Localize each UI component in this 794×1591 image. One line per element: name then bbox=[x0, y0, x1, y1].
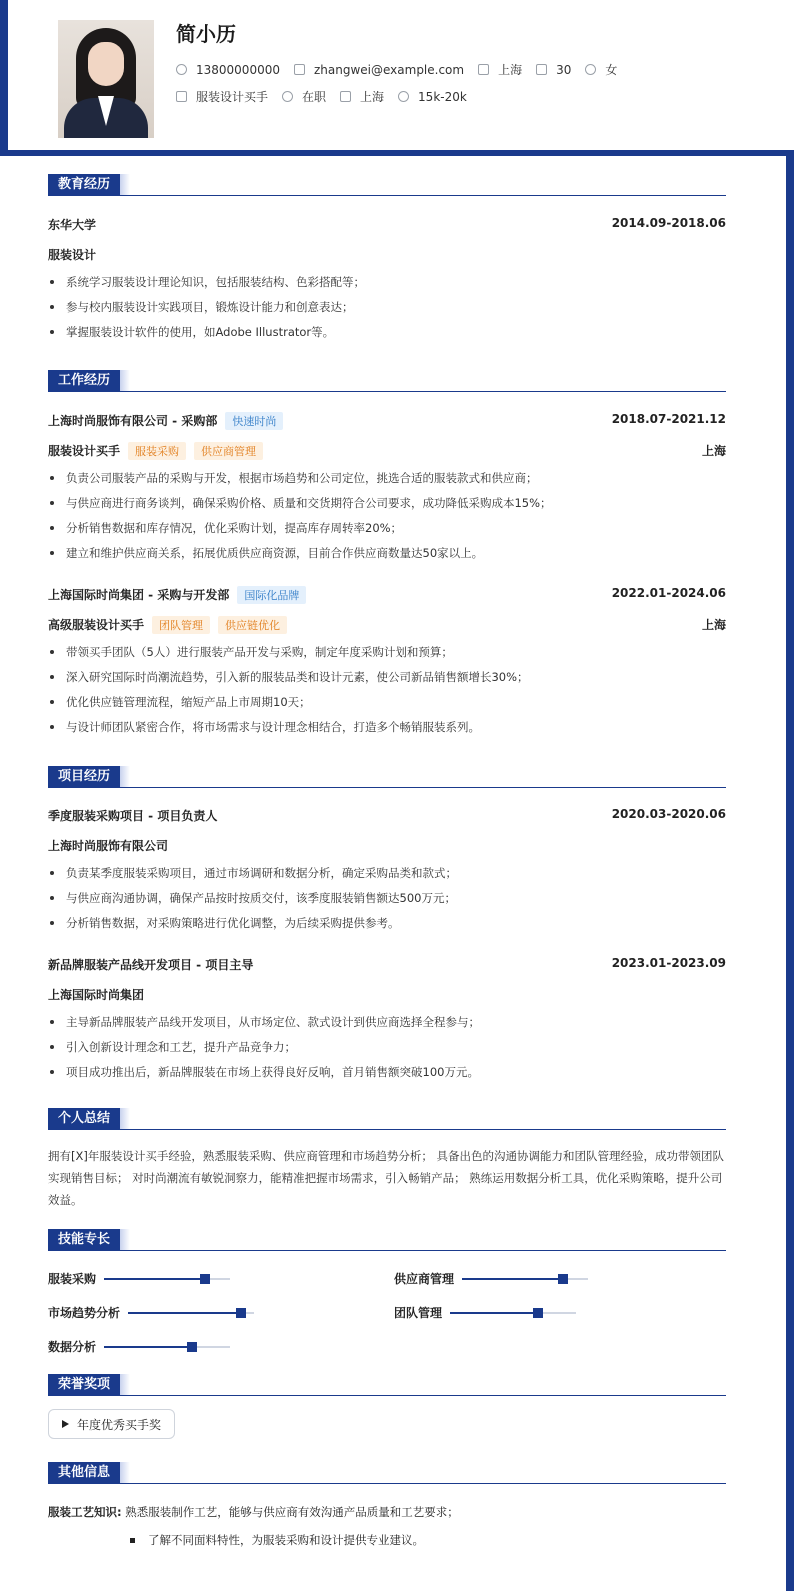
list-item: 负责公司服装产品的采购与开发，根据市场趋势和公司定位，挑选合适的服装款式和供应商； bbox=[48, 470, 728, 495]
other-label: 服装工艺知识: bbox=[48, 1505, 122, 1519]
list-item: 系统学习服装设计理论知识，包括服装结构、色彩搭配等； bbox=[48, 274, 728, 299]
section-title-summary: 个人总结 bbox=[48, 1108, 120, 1129]
job-status: 在职 bbox=[302, 90, 327, 104]
work-2-bullets bbox=[48, 644, 728, 744]
work-2-city: 上海 bbox=[701, 618, 726, 632]
edu-bullets bbox=[48, 274, 728, 349]
list-item: 深入研究国际时尚潮流趋势，引入新的服装品类和设计元素，使公司新品销售额增长30%； bbox=[48, 669, 728, 694]
work-2-role-row bbox=[48, 616, 726, 634]
skill-bar bbox=[104, 1346, 230, 1348]
project-1-bullets bbox=[48, 865, 728, 940]
section-title-awards: 荣誉奖项 bbox=[48, 1374, 120, 1395]
list-item: 优化供应链管理流程，缩短产品上市周期10天； bbox=[48, 694, 728, 719]
skill-name: 供应商管理 bbox=[394, 1272, 455, 1286]
avatar bbox=[58, 20, 154, 138]
gear-icon bbox=[282, 91, 293, 102]
list-item: 了解不同面料特性，为服装采购和设计提供专业建议。 bbox=[130, 1532, 424, 1548]
award-label: 年度优秀买手奖 bbox=[77, 1417, 162, 1432]
skill-item bbox=[394, 1270, 588, 1287]
work-1-city: 上海 bbox=[701, 444, 726, 458]
skill-bar bbox=[128, 1312, 254, 1314]
work-2-role-tag: 供应链优化 bbox=[218, 616, 287, 634]
section-skills bbox=[48, 1229, 726, 1251]
phone: 13800000000 bbox=[196, 62, 280, 77]
list-item: 带领买手团队（5人）进行服装产品开发与采购，制定年度采购计划和预算； bbox=[48, 644, 728, 669]
other-sub-list bbox=[130, 1532, 424, 1548]
list-item: 分析销售数据，对采购策略进行优化调整，为后续采购提供参考。 bbox=[48, 915, 728, 940]
play-icon bbox=[62, 1420, 69, 1428]
skill-bar-fill bbox=[104, 1278, 205, 1280]
job-intent-row bbox=[176, 88, 481, 105]
skill-bar-knob bbox=[200, 1274, 210, 1284]
section-title-education: 教育经历 bbox=[48, 174, 120, 195]
list-item: 参与校内服装设计实践项目，锻炼设计能力和创意表达； bbox=[48, 299, 728, 324]
section-work bbox=[48, 370, 726, 392]
money-icon bbox=[398, 91, 409, 102]
project-1-title: 季度服装采购项目 - 项目负责人 bbox=[48, 809, 218, 823]
work-1-bullets bbox=[48, 470, 728, 570]
project-1-org: 上海时尚服饰有限公司 bbox=[48, 839, 169, 853]
skill-bar-knob bbox=[236, 1308, 246, 1318]
list-item: 与供应商沟通协调，确保产品按时按质交付，该季度服装销售额达500万元； bbox=[48, 890, 728, 915]
skill-bar bbox=[450, 1312, 576, 1314]
work-2-company: 上海国际时尚集团 - 采购与开发部 bbox=[48, 588, 230, 602]
resume-body bbox=[0, 156, 786, 1591]
list-item: 主导新品牌服装产品线开发项目，从市场定位、款式设计到供应商选择全程参与； bbox=[48, 1014, 728, 1039]
project-1-header bbox=[48, 807, 726, 824]
work-1-company: 上海时尚服饰有限公司 - 采购部 bbox=[48, 414, 218, 428]
other-text: 熟悉服装制作工艺，能够与供应商有效沟通产品质量和工艺要求； bbox=[125, 1505, 459, 1519]
work-1-date: 2018.07-2021.12 bbox=[611, 412, 726, 426]
contact-row bbox=[176, 61, 631, 78]
skill-name: 市场趋势分析 bbox=[48, 1306, 121, 1320]
skill-name: 服装采购 bbox=[48, 1272, 97, 1286]
work-1-role-tag: 服装采购 bbox=[128, 442, 186, 460]
skill-item bbox=[48, 1270, 230, 1287]
skill-item bbox=[394, 1304, 576, 1321]
section-projects bbox=[48, 766, 726, 788]
section-other bbox=[48, 1462, 726, 1484]
skill-item bbox=[48, 1304, 254, 1321]
candidate-name: 简小历 bbox=[176, 22, 236, 46]
salary: 15k-20k bbox=[418, 89, 467, 104]
job-target: 服装设计买手 bbox=[196, 90, 269, 104]
edu-header bbox=[48, 216, 726, 233]
work-1-company-tag: 快速时尚 bbox=[225, 412, 283, 430]
work-2-role-tag: 团队管理 bbox=[152, 616, 210, 634]
work-2-role: 高级服装设计买手 bbox=[48, 618, 145, 632]
work-2-header bbox=[48, 586, 726, 604]
skill-bar bbox=[104, 1278, 230, 1280]
project-2-header bbox=[48, 956, 726, 973]
age: 30 bbox=[556, 62, 572, 77]
list-item: 与供应商进行商务谈判，确保采购价格、质量和交货期符合公司要求，成功降低采购成本15%； bbox=[48, 495, 728, 520]
project-2-bullets bbox=[48, 1014, 728, 1089]
section-education bbox=[48, 174, 726, 196]
project-2-date: 2023.01-2023.09 bbox=[611, 956, 726, 970]
phone-icon bbox=[176, 64, 187, 75]
section-title-other: 其他信息 bbox=[48, 1462, 120, 1483]
section-title-skills: 技能专长 bbox=[48, 1229, 120, 1250]
edu-major: 服装设计 bbox=[48, 248, 97, 262]
work-2-date: 2022.01-2024.06 bbox=[611, 586, 726, 600]
gender: 女 bbox=[605, 63, 618, 77]
edu-date: 2014.09-2018.06 bbox=[611, 216, 726, 230]
skill-bar-knob bbox=[533, 1308, 543, 1318]
work-city: 上海 bbox=[360, 90, 385, 104]
list-item: 分析销售数据和库存情况，优化采购计划，提高库存周转率20%； bbox=[48, 520, 728, 545]
work-1-role-tag: 供应商管理 bbox=[194, 442, 263, 460]
work-1-role: 服装设计买手 bbox=[48, 444, 121, 458]
skill-name: 团队管理 bbox=[394, 1306, 443, 1320]
list-item: 项目成功推出后，新品牌服装在市场上获得良好反响，首月销售额突破100万元。 bbox=[48, 1064, 728, 1089]
other-info-row bbox=[48, 1504, 726, 1520]
section-title-projects: 项目经历 bbox=[48, 766, 120, 787]
list-item: 引入创新设计理念和工艺，提升产品竞争力； bbox=[48, 1039, 728, 1064]
project-1-date: 2020.03-2020.06 bbox=[611, 807, 726, 821]
send-icon bbox=[176, 91, 187, 102]
cake-icon bbox=[536, 64, 547, 75]
section-awards bbox=[48, 1374, 726, 1396]
skill-bar bbox=[462, 1278, 588, 1280]
skill-item bbox=[48, 1338, 230, 1355]
section-title-work: 工作经历 bbox=[48, 370, 120, 391]
edu-school: 东华大学 bbox=[48, 218, 97, 232]
building-icon bbox=[340, 91, 351, 102]
email: zhangwei@example.com bbox=[313, 62, 465, 77]
mail-icon bbox=[294, 64, 305, 75]
project-2-org: 上海国际时尚集团 bbox=[48, 988, 145, 1002]
skill-bar-fill bbox=[128, 1312, 241, 1314]
skill-bar-fill bbox=[104, 1346, 192, 1348]
skill-bar-fill bbox=[462, 1278, 563, 1280]
list-item: 负责某季度服装采购项目，通过市场调研和数据分析，确定采购品类和款式； bbox=[48, 865, 728, 890]
home-icon bbox=[478, 64, 489, 75]
work-1-header bbox=[48, 412, 726, 430]
skill-bar-fill bbox=[450, 1312, 538, 1314]
skill-bar-knob bbox=[187, 1342, 197, 1352]
skill-bar-knob bbox=[558, 1274, 568, 1284]
list-item: 建立和维护供应商关系，拓展优质供应商资源，目前合作供应商数量达50家以上。 bbox=[48, 545, 728, 570]
award-chip[interactable] bbox=[48, 1409, 175, 1439]
skill-name: 数据分析 bbox=[48, 1340, 97, 1354]
project-2-title: 新品牌服装产品线开发项目 - 项目主导 bbox=[48, 958, 254, 972]
work-2-company-tag: 国际化品牌 bbox=[237, 586, 306, 604]
work-1-role-row bbox=[48, 442, 726, 460]
city: 上海 bbox=[498, 63, 523, 77]
section-summary bbox=[48, 1108, 726, 1130]
gender-icon bbox=[585, 64, 596, 75]
summary-text: 拥有[X]年服装设计买手经验，熟悉服装采购、供应商管理和市场趋势分析； 具备出色的沟通协调能力和团队管理经验，成功带领团队实现销售目标； 对时尚潮流有敏锐洞察力，能精准把握市场需求，引入畅销产品； 熟练运用数据分析工具，优化采购策略，提升公司效益。 bbox=[48, 1149, 724, 1207]
list-item: 掌握服装设计软件的使用，如Adobe Illustrator等。 bbox=[48, 324, 728, 349]
list-item: 与设计师团队紧密合作，将市场需求与设计理念相结合，打造多个畅销服装系列。 bbox=[48, 719, 728, 744]
resume-header bbox=[8, 0, 794, 150]
